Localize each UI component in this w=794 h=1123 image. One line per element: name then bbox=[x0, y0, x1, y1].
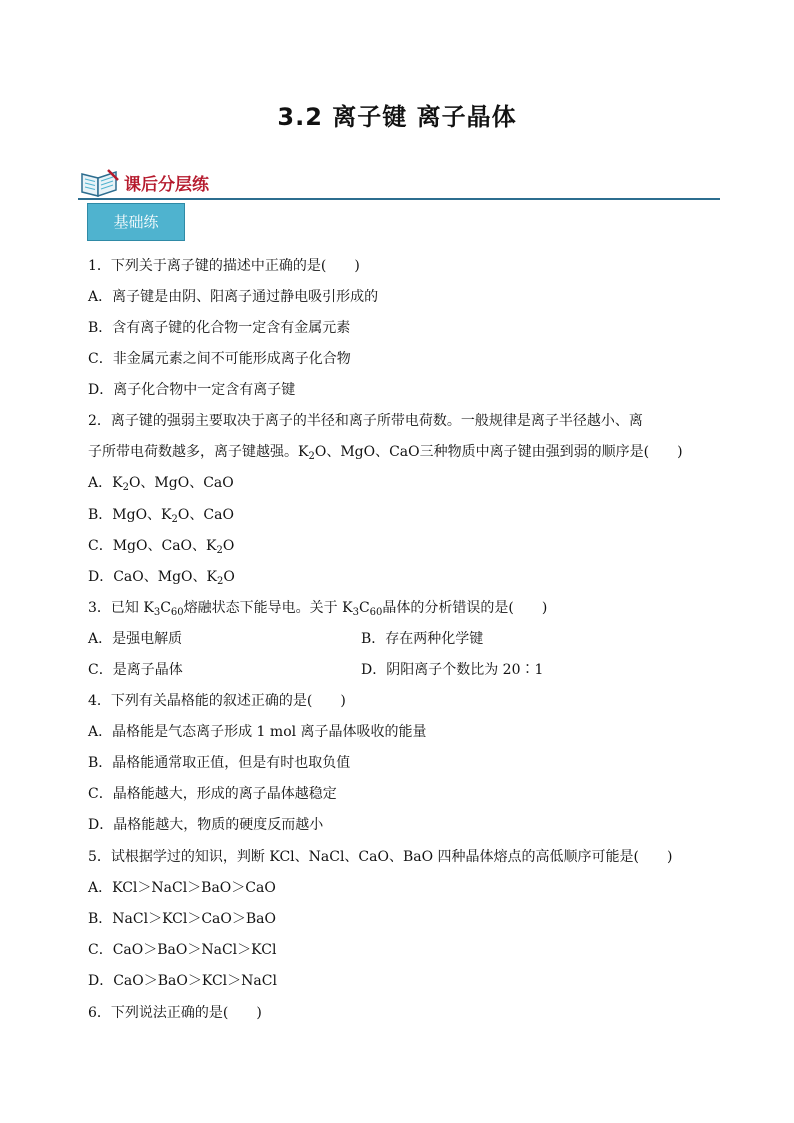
q4-option-c: C．晶格能越大，形成的离子晶体越稳定 bbox=[88, 786, 337, 802]
q4-option-d: D．晶格能越大，物质的硬度反而越小 bbox=[88, 817, 324, 833]
question-2-stem-line1: 2．离子键的强弱主要取决于离子的半径和离子所带电荷数。一般规律是离子半径越小、离 bbox=[88, 413, 643, 429]
question-3-stem: 3．已知 $K_3C_{60}$熔融状态下能导电。关于 $K_3C_{60}$晶体的分析错误的是( ) bbox=[88, 600, 548, 618]
q2-option-b: B．MgO、$K_2O$、CaO bbox=[88, 507, 234, 525]
q3-option-d: D．阴阳离子个数比为 20∶1 bbox=[361, 662, 544, 678]
q4-option-a: A．晶格能是气态离子形成 1 mol 离子晶体吸收的能量 bbox=[88, 724, 427, 740]
q5-option-a: A．KCl＞NaCl＞BaO＞CaO bbox=[88, 880, 276, 896]
q2-option-d: D．CaO、MgO、$K_2O$ bbox=[88, 569, 235, 587]
section-label: 课后分层练 bbox=[124, 175, 209, 195]
q3-option-a: A．是强电解质 bbox=[88, 631, 183, 647]
page-title: 3.2 离子键 离子晶体 bbox=[277, 103, 517, 131]
q2-option-c: C．MgO、CaO、$K_2O$ bbox=[88, 538, 235, 556]
q5-option-b: B．NaCl＞KCl＞CaO＞BaO bbox=[88, 911, 276, 927]
book-icon bbox=[78, 168, 122, 198]
level-badge: 基础练 bbox=[87, 203, 185, 241]
q5-option-d: D．CaO＞BaO＞KCl＞NaCl bbox=[88, 973, 277, 989]
question-5-stem: 5．试根据学过的知识，判断 KCl、NaCl、CaO、BaO 四种晶体熔点的高低顺序可能是( ) bbox=[88, 849, 673, 865]
q4-option-b: B．晶格能通常取正值，但是有时也取负值 bbox=[88, 755, 351, 771]
section-divider bbox=[78, 198, 720, 200]
question-1-stem: 1．下列关于离子键的描述中正确的是( ) bbox=[88, 258, 360, 274]
question-4-stem: 4．下列有关晶格能的叙述正确的是( ) bbox=[88, 693, 346, 709]
q1-option-d: D．离子化合物中一定含有离子键 bbox=[88, 382, 296, 398]
section-header bbox=[78, 166, 720, 200]
q1-option-a: A．离子键是由阴、阳离子通过静电吸引形成的 bbox=[88, 289, 379, 305]
q3-option-c: C．是离子晶体 bbox=[88, 662, 183, 678]
q5-option-c: C．CaO＞BaO＞NaCl＞KCl bbox=[88, 942, 277, 958]
q1-option-c: C．非金属元素之间不可能形成离子化合物 bbox=[88, 351, 351, 367]
q2-option-a: A．$K_2O$、MgO、CaO bbox=[88, 475, 234, 493]
question-6-stem: 6．下列说法正确的是( ) bbox=[88, 1005, 262, 1021]
q1-option-b: B．含有离子键的化合物一定含有金属元素 bbox=[88, 320, 351, 336]
question-2-stem-line2: 子所带电荷数越多，离子键越强。$K_2O$、MgO、CaO三种物质中离子键由强到弱的顺序是( ) bbox=[88, 444, 683, 462]
q3-option-b: B．存在两种化学键 bbox=[361, 631, 484, 647]
